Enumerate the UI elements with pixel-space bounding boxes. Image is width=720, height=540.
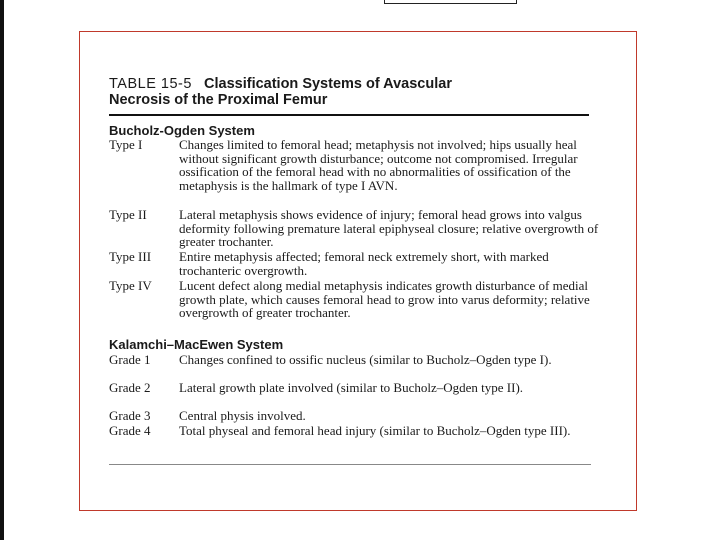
table-number: TABLE 15-5 xyxy=(109,76,192,92)
row-text: Lateral growth plate involved (similar to Bucholz–Ogden type II). xyxy=(179,380,524,395)
table-title-line2: Necrosis of the Proximal Femur xyxy=(109,92,328,108)
row-text: Lucent defect along medial metaphysis indicates growth disturbance of medial growth plate, which causes femoral head to grow into varus deformity; relative overgrowth of greater trochanter. xyxy=(179,278,590,321)
table-bottom-rule xyxy=(109,464,591,465)
window-left-edge xyxy=(0,0,4,540)
row-label: Type I xyxy=(109,137,143,152)
title-rule xyxy=(109,114,589,116)
top-tab-marker xyxy=(384,0,517,4)
row-label: Grade 3 xyxy=(109,408,151,423)
row-label: Type III xyxy=(109,249,152,264)
table-title xyxy=(109,76,452,108)
row-label: Grade 4 xyxy=(109,423,151,438)
row-text: Changes limited to femoral head; metaphysis not involved; hips usually heal without significant growth disturbance; outcome not compromised. Irregular ossification of the femoral head with no abnormalities of ossification of the metaphysis is the hallmark of type I AVN. xyxy=(179,137,578,193)
row-label: Type IV xyxy=(109,278,152,293)
row-text: Entire metaphysis affected; femoral neck extremely short, with marked trochanteric overgrowth. xyxy=(179,249,549,278)
scanned-table-frame xyxy=(79,31,637,511)
row-text: Total physeal and femoral head injury (similar to Bucholz–Ogden type III). xyxy=(179,423,571,438)
bucholz-heading: Bucholz-Ogden System xyxy=(109,123,255,138)
kalamchi-heading: Kalamchi–MacEwen System xyxy=(109,337,284,352)
row-text: Changes confined to ossific nucleus (similar to Bucholz–Ogden type I). xyxy=(179,352,552,367)
table-title-line1: Classification Systems of Avascular xyxy=(204,76,452,92)
row-label: Grade 1 xyxy=(109,352,151,367)
row-text: Lateral metaphysis shows evidence of injury; femoral head grows into valgus deformity following premature lateral epiphyseal closure; relative overgrowth of greater trochanter. xyxy=(179,207,599,250)
row-text: Central physis involved. xyxy=(179,408,306,423)
row-label: Grade 2 xyxy=(109,380,151,395)
row-label: Type II xyxy=(109,207,147,222)
